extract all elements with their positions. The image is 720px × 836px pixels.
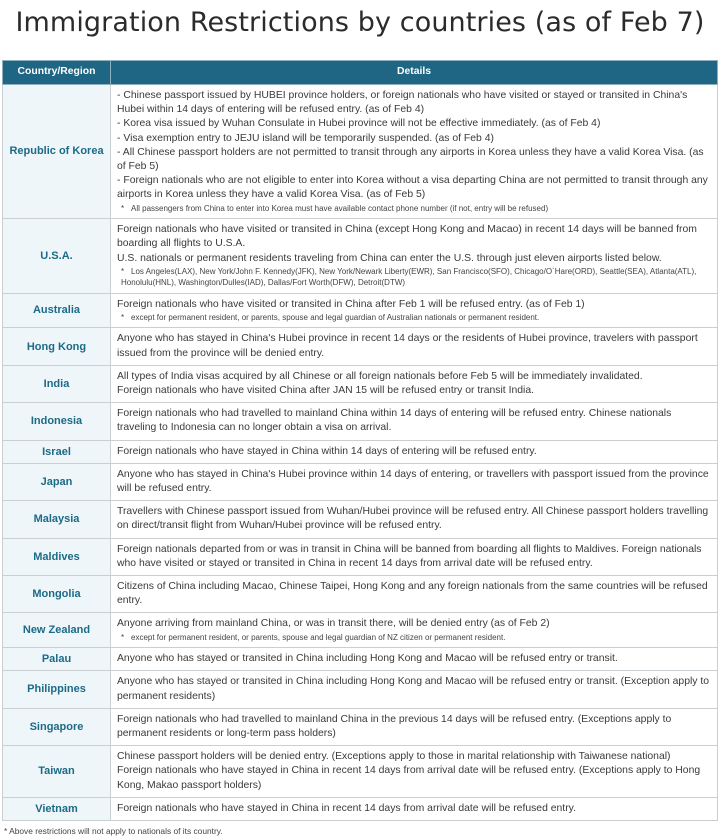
table-row (3, 613, 718, 648)
table-row (3, 403, 718, 440)
detail-line: Foreign nationals who have stayed in China in recent 14 days from arrival date will be refused entry. (117, 802, 576, 814)
table-row (3, 463, 718, 500)
detail-line: Foreign nationals who had travelled to mainland China within 14 days of entering will be refused entry. Chinese nationals traveling to Indonesia can no longer obtain a visa on arrival. (117, 408, 672, 434)
detail-line: - All Chinese passport holders are not permitted to transit through any airports in Korea unless they have a valid Korea Visa. (as of Feb 5) (117, 146, 704, 173)
table-row (3, 365, 718, 402)
note-text: except for permanent resident, or parents, spouse and legal guardian of NZ citizen or permanent resident. (131, 632, 506, 642)
details-cell (111, 613, 718, 648)
table-header-row (3, 61, 718, 85)
details-cell (111, 501, 718, 538)
details-cell (111, 746, 718, 798)
note-marker: * (121, 632, 125, 642)
detail-line: Anyone who has stayed or transited in China including Hong Kong and Macao will be refused entry or transit. (Exception apply to permanent residents) (117, 676, 710, 702)
detail-line: - Korea visa issued by Wuhan Consulate in Hubei province will not be effective immediately. (as of Feb 4) (117, 118, 601, 130)
detail-line: Foreign nationals who have visited or transited in China (except Hong Kong and Macao) in recent 14 days will be banned from boarding all flights to U.S.A. (117, 224, 697, 250)
country-cell: Singapore (3, 708, 111, 745)
table-body (3, 85, 718, 821)
footnote (4, 826, 720, 836)
details-cell (111, 463, 718, 500)
details-cell (111, 85, 718, 219)
country-cell: Palau (3, 648, 111, 671)
detail-line: - Visa exemption entry to JEJU island will be temporarily suspended. (as of Feb 4) (117, 132, 494, 144)
country-cell: Taiwan (3, 746, 111, 798)
table-row (3, 85, 718, 219)
table-row (3, 671, 718, 708)
note-marker: * (121, 266, 125, 276)
note-marker: * (121, 203, 125, 213)
detail-line: Chinese passport holders will be denied entry. (Exceptions apply to those in marital relationship with Taiwanese national) (117, 751, 671, 763)
detail-line: Foreign nationals who have stayed in China in recent 14 days from arrival date will be refused entry. (Exceptions apply to Hong Kong, Makao passport holders) (117, 765, 701, 791)
header-country-region: Country/Region (3, 61, 111, 85)
detail-note (117, 266, 711, 289)
details-cell (111, 671, 718, 708)
details-cell (111, 648, 718, 671)
table-row (3, 440, 718, 463)
country-cell: Vietnam (3, 797, 111, 820)
table-row (3, 538, 718, 575)
detail-line: Travellers with Chinese passport issued from Wuhan/Hubei province will be refused entry. All Chinese passport holders travelling on direct/transit flight from Wuhan/Hubei province will be refused entry. (117, 506, 709, 532)
country-cell: Hong Kong (3, 328, 111, 365)
detail-line: Anyone who has stayed in China's Hubei province within 14 days of entering, or travellers with passport issued from the province will be refused entry. (117, 468, 709, 495)
detail-line: Foreign nationals who have stayed in China within 14 days of entering will be refused entry. (117, 445, 537, 457)
table-row (3, 648, 718, 671)
details-cell (111, 576, 718, 613)
country-cell: U.S.A. (3, 219, 111, 294)
footnote-text: Above restrictions will not apply to nationals of its country. (9, 826, 223, 836)
detail-note (117, 632, 711, 644)
detail-line: Foreign nationals departed from or was in transit in China will be banned from boarding all flights to Maldives. Foreign nationals who have visited or stayed or transited in China in recent 14 days from arrival date will be refused entry. (117, 543, 702, 569)
details-cell (111, 708, 718, 745)
details-cell (111, 403, 718, 440)
details-cell (111, 797, 718, 820)
country-cell: Maldives (3, 538, 111, 575)
table-row (3, 576, 718, 613)
detail-line: Anyone arriving from mainland China, or was in transit there, will be denied entry (as of Feb 2) (117, 618, 550, 630)
detail-line: All types of India visas acquired by all Chinese or all foreign nationals before Feb 5 will be immediately invalidated. (117, 370, 643, 382)
table-row (3, 219, 718, 294)
table-row (3, 328, 718, 365)
details-cell (111, 328, 718, 365)
detail-line: Foreign nationals who have visited or transited in China after Feb 1 will be refused entry. (as of Feb 1) (117, 298, 585, 310)
detail-line: Citizens of China including Macao, Chinese Taipei, Hong Kong and any foreign nationals from the same countries will be refused entry. (117, 581, 708, 607)
detail-line: Anyone who has stayed in China's Hubei province in recent 14 days or the residents of Hubei province, travelers with passport issued from the province will be denied entry. (117, 333, 698, 359)
country-cell: Japan (3, 463, 111, 500)
country-cell: Republic of Korea (3, 85, 111, 219)
detail-line: - Foreign nationals who are not eligible to enter into Korea without a visa departing China are not permitted to transit through any airports in Korea unless they have a valid Korea Visa. (as of Feb 5) (117, 175, 708, 201)
detail-note (117, 203, 711, 215)
restrictions-table (2, 60, 718, 821)
details-cell (111, 365, 718, 402)
note-text: except for permanent resident, or parents, spouse and legal guardian of Australian nationals or permanent resident. (131, 312, 540, 322)
country-cell: India (3, 365, 111, 402)
detail-line: Foreign nationals who have visited China after JAN 15 will be refused entry or transit India. (117, 385, 534, 397)
table-row (3, 746, 718, 798)
table-row (3, 293, 718, 328)
detail-line: Anyone who has stayed or transited in China including Hong Kong and Macao will be refused entry or transit. (117, 653, 618, 665)
country-cell: Mongolia (3, 576, 111, 613)
country-cell: Israel (3, 440, 111, 463)
note-text: All passengers from China to enter into Korea must have available contact phone number (if not, entry will be refused) (131, 203, 549, 213)
country-cell: Malaysia (3, 501, 111, 538)
details-cell (111, 293, 718, 328)
note-marker: * (121, 312, 125, 322)
country-cell: New Zealand (3, 613, 111, 648)
details-cell (111, 440, 718, 463)
header-details: Details (111, 61, 718, 85)
table-row (3, 797, 718, 820)
detail-line: Foreign nationals who had travelled to mainland China in the previous 14 days will be refused entry. (Exceptions apply to permanent residents or long-term pass holders) (117, 713, 672, 739)
detail-line: U.S. nationals or permanent residents traveling from China can enter the U.S. through just eleven airports listed below. (117, 252, 662, 264)
details-cell (111, 538, 718, 575)
details-cell (111, 219, 718, 294)
table-row (3, 501, 718, 538)
note-text: Los Angeles(LAX), New York/John F. Kennedy(JFK), New York/Newark Liberty(EWR), San Francisco(SFO), Chicago/O`Hare(ORD), Seattle(SEA), Atlanta(ATL), Honolulu(HNL), Washington/Dulles(IAD), Dallas/Fort Worth(DFW), Detroit(DTW) (121, 266, 697, 288)
country-cell: Indonesia (3, 403, 111, 440)
country-cell: Australia (3, 293, 111, 328)
footnote-marker: * (4, 826, 8, 836)
page-title: Immigration Restrictions by countries (as of Feb 7) (15, 7, 705, 38)
detail-line: - Chinese passport issued by HUBEI province holders, or foreign nationals who have visited or stayed or transited in China's Hubei within 14 days of entering will be refused entry. (as of Feb 4) (117, 90, 688, 116)
country-cell: Philippines (3, 671, 111, 708)
detail-note (117, 312, 711, 324)
table-row (3, 708, 718, 745)
